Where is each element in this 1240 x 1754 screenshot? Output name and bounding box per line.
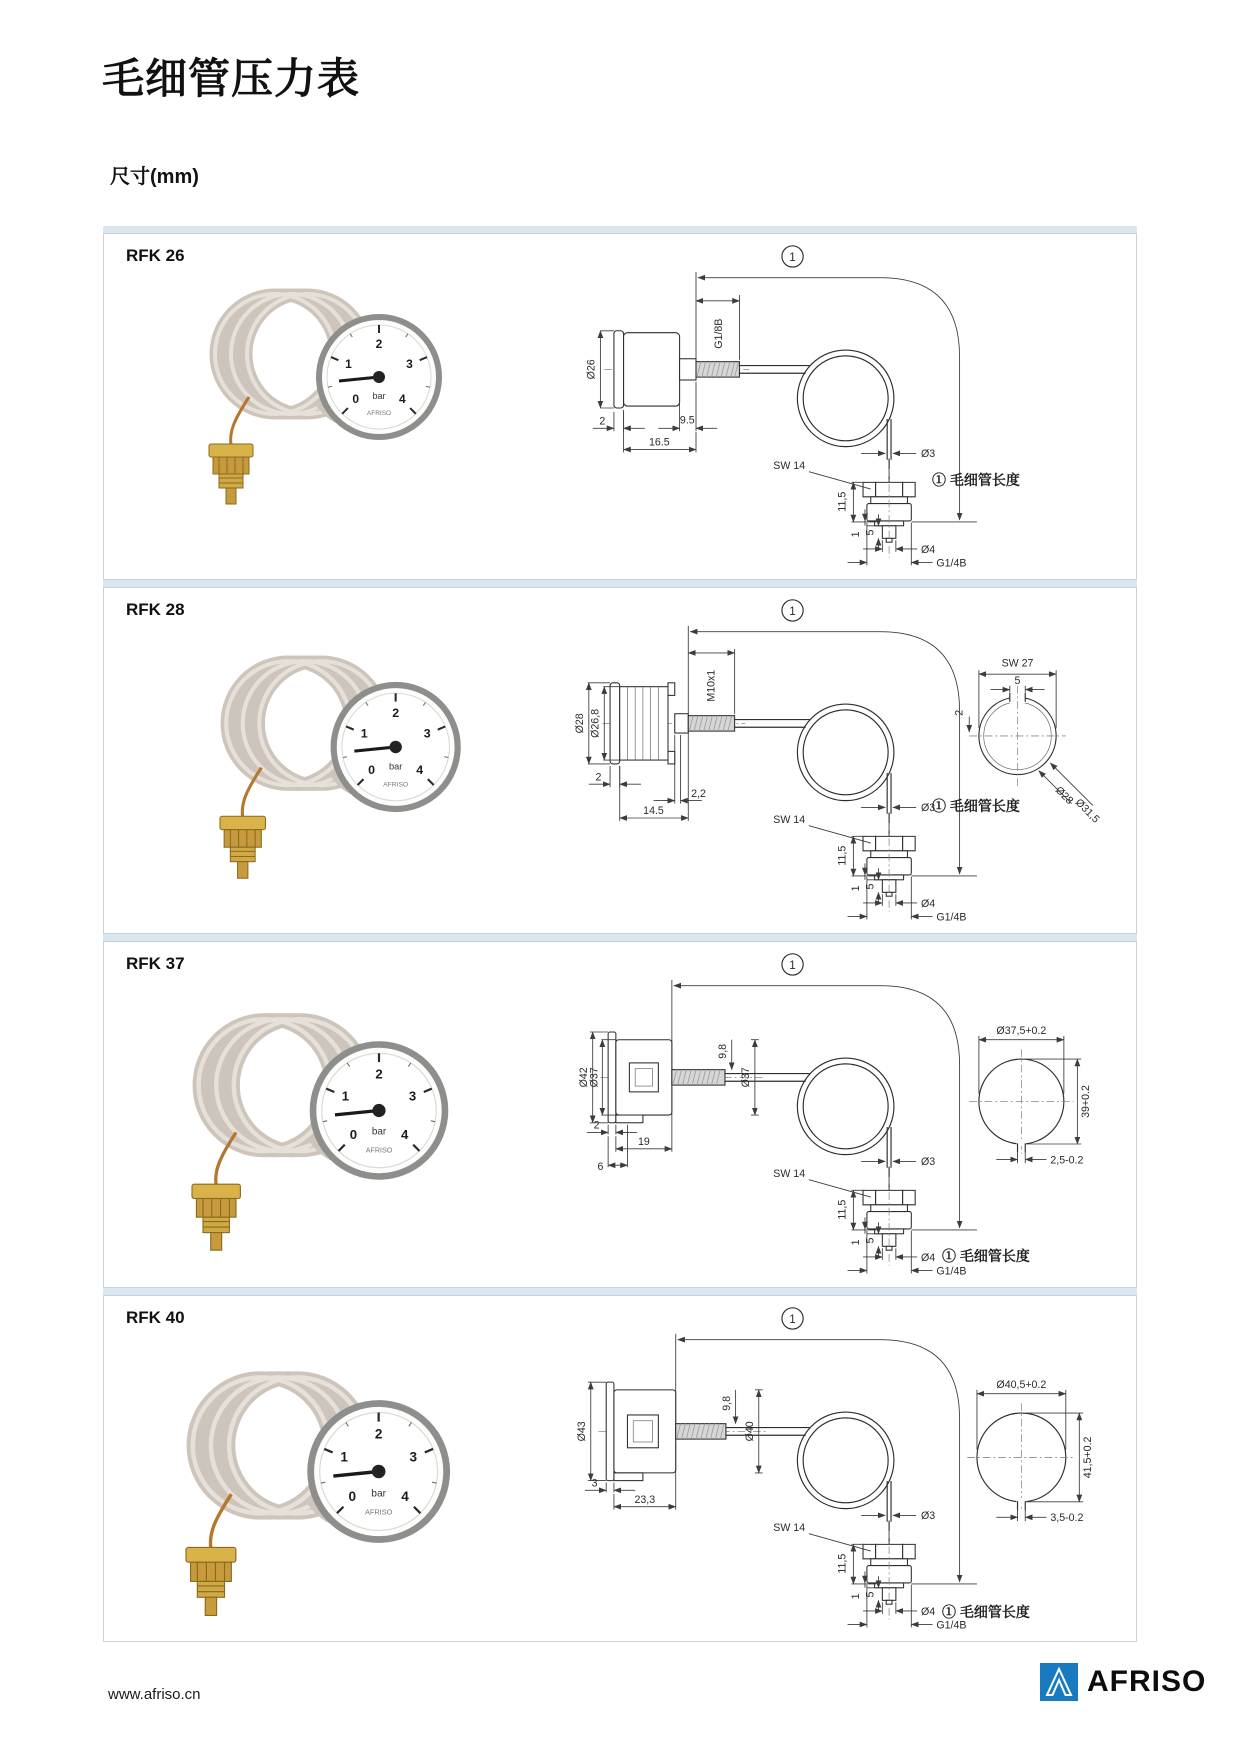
dim-depth: 14.5 (643, 805, 664, 818)
afriso-logo (1040, 1663, 1206, 1701)
dim-capillary-diameter: Ø3 (920, 1510, 936, 1523)
section-rfk37 (103, 941, 1137, 1288)
gauge-side-view (598, 1382, 808, 1480)
section-divider (103, 580, 1137, 587)
dim-tip-step: 1 (850, 531, 863, 538)
callout-capillary-length: 1 (789, 959, 796, 972)
dim-tip-step: 1 (850, 1593, 863, 1600)
dim-depth: 16.5 (648, 436, 670, 449)
dim-dial-diameter: Ø42 (577, 1067, 590, 1088)
dim-boss: 9,8 (720, 1396, 733, 1411)
product-photo-rfk26 (179, 262, 479, 522)
dim-sensor-thread: G1/4B (936, 911, 967, 924)
dim-sensor-height: 11,5 (836, 845, 849, 866)
dim-boss: 9,8 (716, 1043, 729, 1059)
model-name: RFK 40 (126, 1308, 185, 1327)
panel-dim-notch: 2,5-0.2 (1050, 1154, 1084, 1167)
dim-tip-diameter: Ø4 (920, 897, 936, 910)
section-divider (103, 226, 1137, 233)
capillary-sensor-assembly (797, 1058, 977, 1273)
capillary-length-note: ① 毛细管长度 (942, 1604, 1030, 1620)
page-title: 毛细管压力表 (102, 55, 361, 102)
capillary-length-note: ① 毛细管长度 (932, 472, 1020, 488)
callout-capillary-length: 1 (789, 251, 796, 264)
dim-capillary-diameter: Ø3 (920, 802, 936, 815)
dim-tip-length: 5 (864, 1591, 877, 1598)
panel-dim-d1: Ø28 (1052, 784, 1076, 807)
product-photo-rfk28 (189, 628, 499, 897)
panel-dim-height: 41,5+0.2 (1081, 1436, 1094, 1479)
panel-cutout-drawing (969, 670, 1093, 805)
product-photo-rfk40 (152, 1341, 492, 1636)
dim-sensor-thread: G1/4B (936, 557, 967, 570)
dim-bezel: 3 (591, 1477, 598, 1490)
capillary-length-note: ① 毛细管长度 (932, 798, 1020, 814)
dim-stem-diameter: Ø40 (743, 1421, 756, 1442)
section-rfk28 (103, 587, 1137, 934)
dim-bezel: 2 (593, 1119, 600, 1132)
dim-thread: G1/8B (713, 318, 726, 349)
capillary-sensor-assembly (797, 1412, 977, 1627)
dim-tip-diameter: Ø4 (920, 1605, 936, 1618)
dim-tip-step: 1 (850, 885, 863, 892)
dim-wrench: SW 14 (773, 813, 806, 826)
dim-tip-length: 5 (864, 883, 877, 890)
model-name: RFK 37 (126, 954, 185, 973)
dim-wrench: SW 14 (773, 1521, 806, 1534)
section-divider (103, 1288, 1137, 1295)
panel-cutout-drawing (967, 1390, 1083, 1521)
footer-website: www.afriso.cn (108, 1686, 201, 1703)
panel-dim-wrench: SW 27 (1001, 657, 1034, 670)
technical-drawing-rfk28 (556, 593, 1116, 931)
dim-sensor-thread: G1/4B (936, 1619, 967, 1632)
dim-tip-length: 5 (864, 529, 877, 536)
callout-capillary-length: 1 (789, 1313, 796, 1326)
dim-wrench: SW 14 (773, 1167, 806, 1180)
dim-bezel: 2 (599, 415, 606, 428)
capillary-sensor-assembly (797, 350, 977, 565)
panel-dim-height: 39+0.2 (1079, 1085, 1092, 1118)
section-rfk26 (103, 233, 1137, 580)
dim-tip-diameter: Ø4 (920, 543, 936, 556)
dim-dial-diameter: Ø28 (574, 713, 587, 734)
callout-capillary-length: 1 (789, 605, 796, 618)
section-rfk40 (103, 1295, 1137, 1642)
gauge-photo (220, 661, 458, 878)
panel-dim-d2: Ø31,5 (1072, 796, 1102, 826)
dim-wrench: SW 14 (773, 459, 806, 472)
section-divider (103, 934, 1137, 941)
model-name: RFK 26 (126, 246, 185, 265)
product-photo-rfk37 (159, 984, 489, 1270)
dim-tip-diameter: Ø4 (920, 1251, 936, 1264)
dim-sensor-height: 11,5 (836, 1199, 849, 1220)
dim-stem-diameter: Ø37 (740, 1067, 753, 1088)
afriso-logo-text: AFRISO (1087, 1665, 1207, 1698)
dimensions-label: 尺寸(mm) (110, 166, 199, 188)
gauge-side-view (600, 1032, 809, 1123)
dim-bezel: 2 (595, 771, 602, 784)
gauge-photo (192, 1019, 445, 1250)
panel-dim-notch: 3,5-0.2 (1050, 1512, 1084, 1525)
technical-drawing-rfk40 (556, 1301, 1116, 1639)
panel-dim-hole: Ø37,5+0.2 (996, 1024, 1047, 1037)
dim-dial-diameter: Ø26 (585, 359, 598, 380)
dim-sensor-thread: G1/4B (936, 1265, 967, 1278)
dim-tip-step: 1 (850, 1239, 863, 1246)
dim-depth: 19 (637, 1135, 650, 1148)
afriso-logo-icon (1040, 1663, 1078, 1701)
dim-sensor-height: 11,5 (836, 491, 849, 512)
dim-inner-diameter: Ø37 (588, 1067, 601, 1088)
panel-dim-tab: 5 (1014, 674, 1021, 687)
gauge-photo (209, 294, 439, 504)
dim-thread: M10x1 (705, 669, 718, 702)
dim-inner-diameter: Ø26,8 (589, 708, 602, 738)
gauge-photo (186, 1377, 447, 1615)
dim-capillary-diameter: Ø3 (920, 448, 936, 461)
gauge-side-view (604, 331, 809, 408)
dim-stem: 2,2 (691, 787, 706, 800)
dim-depth: 23,3 (634, 1493, 656, 1506)
dim-dial-diameter: Ø43 (575, 1421, 588, 1442)
dim-neck: 9.5 (679, 414, 695, 427)
panel-dim-lug: 2 (953, 709, 966, 716)
dim-tip-length: 5 (864, 1237, 877, 1244)
model-name: RFK 28 (126, 600, 185, 619)
technical-drawing-rfk37 (556, 947, 1116, 1285)
capillary-length-note: ① 毛细管长度 (942, 1248, 1030, 1264)
sections-container (103, 226, 1137, 1642)
dim-capillary-diameter: Ø3 (920, 1156, 936, 1169)
panel-dim-hole: Ø40,5+0.2 (996, 1378, 1047, 1391)
dim-sensor-height: 11,5 (836, 1553, 849, 1574)
dim-flange: 6 (597, 1161, 604, 1174)
technical-drawing-rfk26 (556, 239, 1116, 577)
panel-cutout-drawing (969, 1036, 1081, 1163)
